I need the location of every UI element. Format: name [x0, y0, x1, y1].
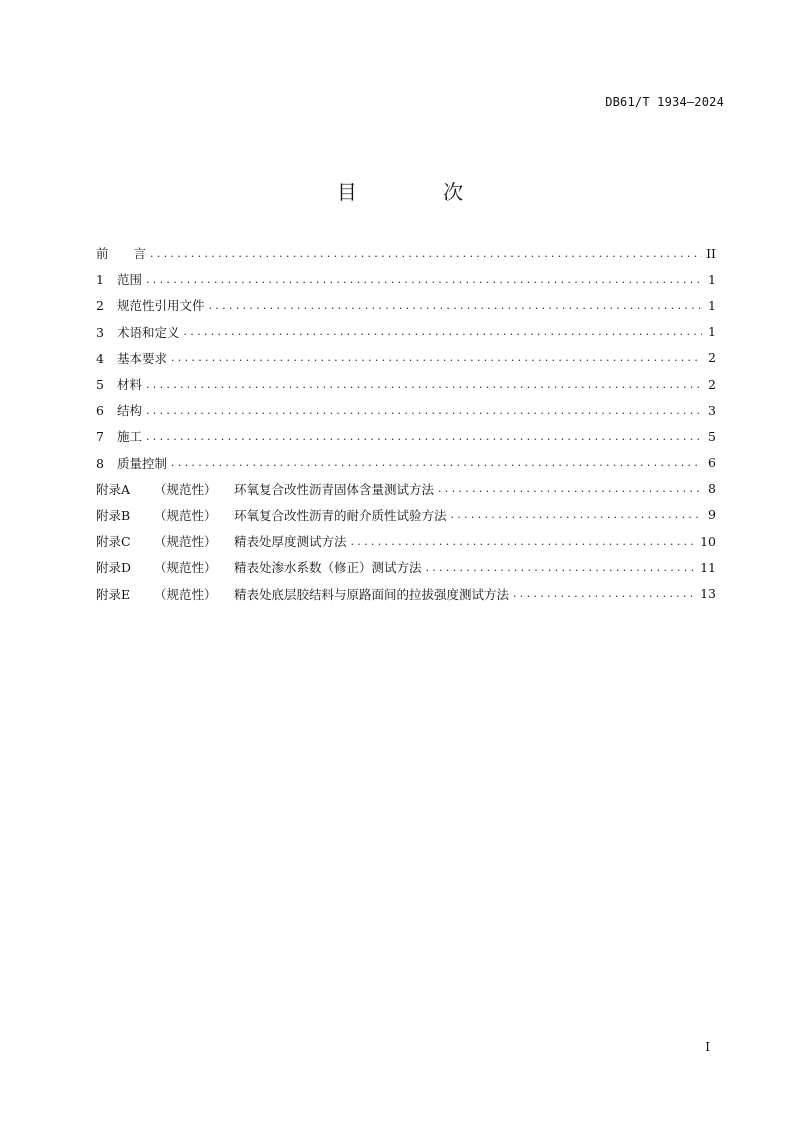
table-of-contents — [96, 240, 716, 607]
toc-entry-foreword[interactable] — [96, 240, 716, 266]
toc-entry-7[interactable] — [96, 423, 716, 449]
toc-entry-normative-tag: （规范性） — [154, 586, 217, 602]
toc-entry-page: 5 — [708, 428, 716, 444]
toc-entry-number: 附录D — [96, 560, 132, 576]
toc-entry-page: II — [706, 245, 716, 261]
toc-leader-dots — [146, 404, 702, 417]
toc-entry-number: 3 — [96, 324, 104, 340]
toc-entry-appendix-b[interactable] — [96, 502, 716, 528]
toc-entry-number: 附录C — [96, 534, 131, 550]
toc-entry-1[interactable] — [96, 266, 716, 292]
toc-entry-number: 8 — [96, 455, 104, 471]
toc-entry-number: 附录A — [96, 481, 131, 497]
toc-entry-number: 5 — [96, 377, 104, 393]
toc-entry-8[interactable] — [96, 450, 716, 476]
toc-entry-number: 附录B — [96, 507, 131, 523]
toc-leader-dots — [146, 378, 702, 391]
toc-leader-dots — [451, 508, 702, 521]
toc-entry-number: 4 — [96, 350, 104, 366]
toc-leader-dots — [513, 587, 696, 600]
toc-entry-title: 环氧复合改性沥青固体含量测试方法 — [234, 481, 435, 497]
toc-entry-title: 范围 — [117, 272, 143, 288]
toc-entry-normative-tag: （规范性） — [154, 534, 217, 550]
toc-entry-number: 7 — [96, 429, 104, 445]
toc-entry-page: 3 — [708, 402, 716, 418]
toc-entry-title: 精表处厚度测试方法 — [234, 534, 347, 550]
toc-entry-2[interactable] — [96, 292, 716, 318]
toc-entry-title: 质量控制 — [117, 455, 168, 471]
toc-entry-title: 环氧复合改性沥青的耐介质性试验方法 — [234, 507, 447, 523]
toc-entry-title: 精表处底层胶结料与原路面间的拉拔强度测试方法 — [234, 586, 510, 602]
toc-entry-page: 13 — [700, 586, 716, 602]
toc-entry-normative-tag: （规范性） — [154, 481, 217, 497]
toc-entry-3[interactable] — [96, 319, 716, 345]
toc-entry-6[interactable] — [96, 397, 716, 423]
toc-entry-page: 2 — [708, 376, 716, 392]
toc-leader-dots — [209, 299, 702, 312]
toc-entry-appendix-c[interactable] — [96, 528, 716, 554]
toc-entry-page: 11 — [700, 559, 716, 575]
toc-entry-page: 1 — [708, 324, 716, 340]
toc-leader-dots — [171, 351, 702, 364]
toc-entry-normative-tag: （规范性） — [154, 507, 217, 523]
toc-entry-4[interactable] — [96, 345, 716, 371]
toc-entry-normative-tag: （规范性） — [154, 560, 217, 576]
toc-leader-dots — [146, 430, 702, 443]
document-code: DB61/T 1934—2024 — [605, 95, 724, 109]
toc-entry-title: 基本要求 — [117, 350, 168, 366]
toc-entry-title: 前 言 — [96, 246, 147, 262]
toc-entry-page: 10 — [700, 533, 716, 549]
toc-entry-page: 1 — [708, 297, 716, 313]
toc-entry-page: 6 — [708, 455, 716, 471]
toc-entry-page: 9 — [708, 507, 716, 523]
toc-leader-dots — [150, 247, 702, 260]
toc-entry-number: 6 — [96, 403, 104, 419]
toc-entry-page: 1 — [708, 271, 716, 287]
toc-entry-appendix-d[interactable] — [96, 554, 716, 580]
toc-entry-title: 材料 — [117, 377, 143, 393]
toc-leader-dots — [184, 325, 702, 338]
toc-title: 目 次 — [336, 180, 504, 204]
toc-entry-title: 精表处渗水系数（修正）测试方法 — [234, 560, 422, 576]
toc-entry-title: 规范性引用文件 — [117, 298, 205, 314]
toc-leader-dots — [171, 456, 702, 469]
toc-entry-number: 附录E — [96, 586, 131, 602]
toc-entry-title: 施工 — [117, 429, 143, 445]
toc-entry-title: 术语和定义 — [117, 324, 180, 340]
toc-entry-number: 2 — [96, 298, 104, 314]
toc-entry-number: 1 — [96, 272, 104, 288]
toc-entry-appendix-a[interactable] — [96, 476, 716, 502]
toc-leader-dots — [438, 482, 702, 495]
toc-entry-5[interactable] — [96, 371, 716, 397]
page-number: I — [705, 1040, 710, 1054]
toc-leader-dots — [351, 535, 697, 548]
toc-leader-dots — [146, 273, 702, 286]
toc-entry-title: 结构 — [117, 403, 143, 419]
toc-entry-appendix-e[interactable] — [96, 580, 716, 606]
toc-leader-dots — [426, 561, 697, 574]
toc-entry-page: 8 — [708, 481, 716, 497]
toc-entry-page: 2 — [708, 350, 716, 366]
